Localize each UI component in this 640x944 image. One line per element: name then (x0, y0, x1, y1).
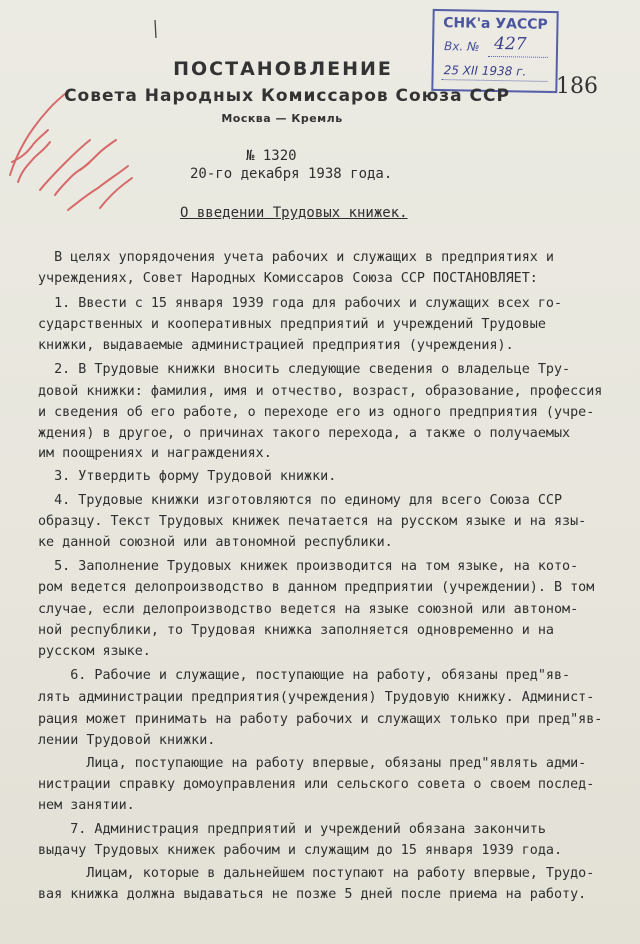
stamp-incoming-label: Вх. № (443, 39, 480, 54)
body-line: образцу. Текст Трудовых книжек печатается на русском языке и на язы- (38, 514, 587, 529)
document-title: ПОСТАНОВЛЕНИЕ (173, 58, 393, 80)
body-line: довой книжки: фамилия, имя и отчество, возраст, образование, профессия (38, 384, 603, 399)
body-line: выдачу Трудовых книжек рабочим и служащим до 15 января 1939 года. (38, 843, 563, 858)
body-line: Лица, поступающие на работу впервые, обязаны пред"являть адми- (38, 756, 587, 771)
stamp-date: 25 XII 1938 г. (443, 63, 527, 79)
body-line: 7. Администрация предприятий и учреждений обязана закончить (38, 822, 546, 837)
body-line: нем занятии. (38, 798, 135, 813)
body-line: 5. Заполнение Трудовых книжек производится на том языке, на кото- (38, 559, 579, 574)
body-line: ром ведется делопроизводство в данном предприятии (учреждении). В том (38, 580, 595, 595)
body-line: случае, если делопроизводство ведется на языке союзной или автоном- (38, 602, 579, 617)
body-line: ной республики, то Трудовая книжка заполняется одновременно и на (38, 623, 554, 638)
body-line: учреждениях, Совет Народных Комиссаров Союза ССР ПОСТАНОВЛЯЕТ: (38, 271, 538, 286)
body-line: 4. Трудовые книжки изготовляются по единому для всего Союза ССР (38, 493, 563, 508)
body-line: ждения) в другое, о причинах такого перехода, а также о получаемых (38, 426, 571, 441)
body-line: лении Трудовой книжки. (38, 733, 216, 748)
body-line: 6. Рабочие и служащие, поступающие на работу, обязаны пред"яв- (38, 668, 571, 683)
issuing-body: Совета Народных Комиссаров Союза ССР (64, 86, 510, 106)
incoming-stamp (431, 9, 558, 93)
body-line: 3. Утвердить форму Трудовой книжки. (38, 469, 337, 484)
stamp-number: 427 (493, 33, 527, 55)
decree-date: 20-го декабря 1938 года. (190, 166, 393, 182)
body-line: лять администрации предприятия(учреждения) Трудовую книжку. Админист- (38, 690, 595, 705)
body-line: вая книжка должна выдаваться не позже 5 дней после приема на работу. (38, 887, 587, 902)
pencil-mark (150, 20, 160, 40)
body-line: В целях упорядочения учета рабочих и служащих в предприятиях и (38, 250, 554, 265)
body-line: рация может принимать на работу рабочих и служащих только при пред"яв- (38, 712, 603, 727)
body-line: им поощрениях и награждениях. (38, 446, 272, 461)
decree-number: № 1320 (246, 148, 297, 164)
decree-subject: О введении Трудовых книжек. (180, 205, 408, 221)
body-line: Лицам, которые в дальнейшем поступают на работу впервые, Трудо- (38, 866, 595, 881)
body-line: и сведения об его работе, о переходе его из одного предприятия (учре- (38, 405, 595, 420)
stamp-organization: СНК'а УАССР (443, 15, 548, 33)
body-line: 2. В Трудовые книжки вносить следующие сведения о владельце Тру- (38, 362, 571, 377)
body-line: русском языке. (38, 644, 151, 659)
body-line: 1. Ввести с 15 января 1939 года для рабочих и служащих всех го- (38, 296, 563, 311)
body-line: ке данной союзной или автономной республики. (38, 535, 393, 550)
page-number: 186 (556, 74, 598, 99)
body-line: книжки, выдаваемые администрацией предприятия (учреждения). (38, 338, 514, 353)
body-line: нистрации справку домоуправления или сельского совета о своем послед- (38, 777, 595, 792)
body-line: сударственных и кооперативных предприятий и учреждений Трудовые (38, 317, 546, 332)
issue-place: Москва — Кремль (221, 112, 343, 125)
